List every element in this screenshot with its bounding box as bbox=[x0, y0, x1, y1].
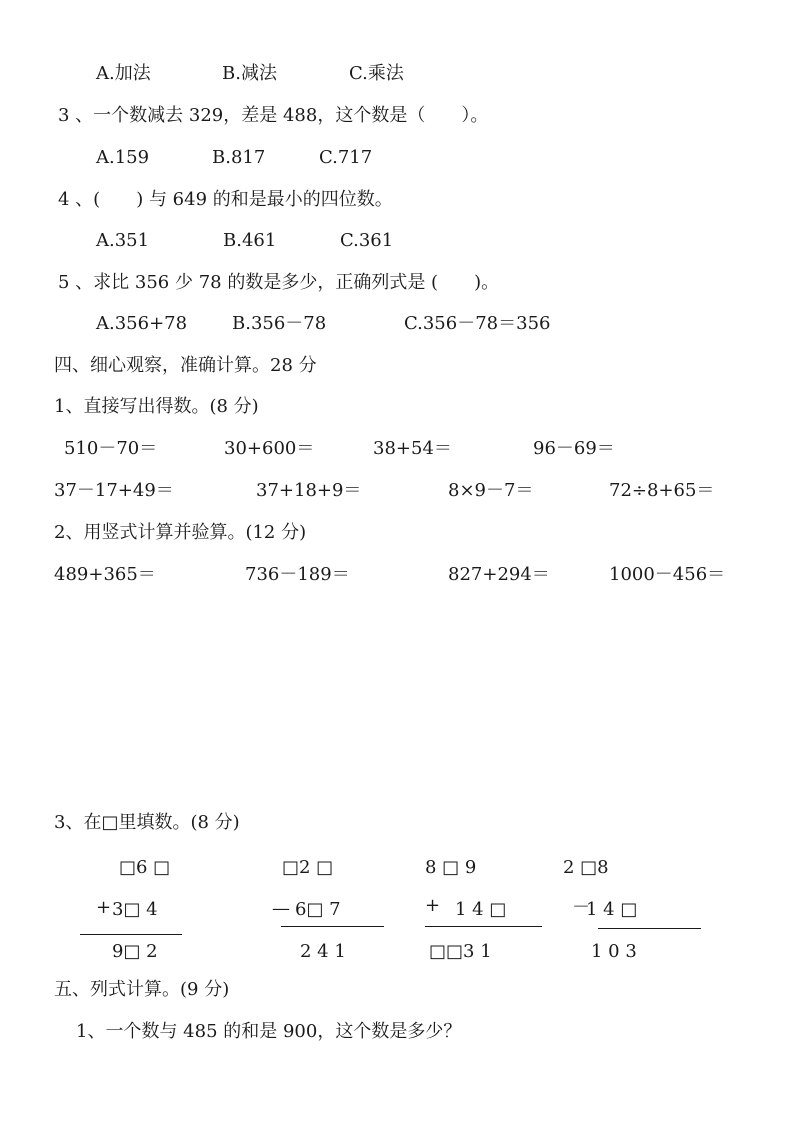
puzzle-2-second: 6□ 7 bbox=[295, 899, 341, 920]
calc-2-4: 72÷8+65＝ bbox=[609, 480, 715, 501]
calc-1-1: 510－70＝ bbox=[64, 438, 158, 459]
q4-option-b: B.461 bbox=[223, 230, 277, 251]
part2-title: 2、用竖式计算并验算。(12 分) bbox=[54, 522, 307, 543]
calc-1-3: 38+54＝ bbox=[373, 438, 452, 459]
q3-option-a: A.159 bbox=[96, 147, 150, 168]
section5-title: 五、列式计算。(9 分) bbox=[54, 979, 230, 1000]
q3-option-c: C.717 bbox=[319, 147, 373, 168]
q5-stem: 5 、求比 356 少 78 的数是多少，正确列式是 ( )。 bbox=[58, 272, 500, 293]
calc-2-3: 8×9－7＝ bbox=[448, 480, 534, 501]
puzzle-1-second: 3□ 4 bbox=[112, 899, 158, 920]
calc-2-1: 37－17+49＝ bbox=[54, 480, 174, 501]
q3-option-b: B.817 bbox=[212, 147, 266, 168]
q3-stem: 3 、一个数减去 329，差是 488，这个数是（ ）。 bbox=[58, 105, 489, 126]
puzzle-2-op: — bbox=[272, 898, 290, 919]
q5-option-b: B.356－78 bbox=[232, 313, 327, 334]
puzzle-4-op: － bbox=[572, 897, 590, 918]
puzzle-3-result: □□3 1 bbox=[429, 941, 492, 962]
vertical-calc-2: 736－189＝ bbox=[245, 564, 350, 585]
vertical-calc-1: 489+365＝ bbox=[54, 564, 156, 585]
calc-2-2: 37+18+9＝ bbox=[256, 480, 362, 501]
q4-option-c: C.361 bbox=[340, 230, 394, 251]
puzzle-3-op: + bbox=[425, 895, 441, 916]
puzzle-2-result: 2 4 1 bbox=[300, 941, 346, 962]
vertical-calc-3: 827+294＝ bbox=[448, 564, 550, 585]
puzzle-1-op: + bbox=[96, 897, 112, 918]
section4-title: 四、细心观察，准确计算。28 分 bbox=[54, 355, 317, 376]
puzzle-4-result: 1 0 3 bbox=[591, 941, 637, 962]
puzzle-1-line bbox=[80, 934, 182, 935]
part1-title: 1、直接写出得数。(8 分) bbox=[54, 396, 259, 417]
calc-1-2: 30+600＝ bbox=[224, 438, 315, 459]
calc-1-4: 96－69＝ bbox=[533, 438, 615, 459]
puzzle-3-top: 8 □ 9 bbox=[425, 857, 477, 878]
puzzle-4-top: 2 □8 bbox=[563, 857, 609, 878]
puzzle-2-top: □2 □ bbox=[282, 857, 334, 878]
q4-option-a: A.351 bbox=[96, 230, 150, 251]
q2-option-c: C.乘法 bbox=[349, 63, 404, 84]
puzzle-2-line bbox=[281, 926, 384, 927]
puzzle-4-line bbox=[598, 928, 701, 929]
puzzle-1-top: □6 □ bbox=[119, 857, 171, 878]
puzzle-4-second: 1 4 □ bbox=[586, 899, 638, 920]
q5-option-c: C.356－78＝356 bbox=[404, 313, 551, 334]
vertical-calc-4: 1000－456＝ bbox=[609, 564, 726, 585]
q4-stem: 4 、( ) 与 649 的和是最小的四位数。 bbox=[58, 189, 393, 210]
q2-option-b: B.减法 bbox=[222, 63, 277, 84]
section5-q1: 1、一个数与 485 的和是 900，这个数是多少？ bbox=[76, 1021, 462, 1042]
q2-option-a: A.加法 bbox=[96, 63, 151, 84]
puzzle-3-second: 1 4 □ bbox=[455, 899, 507, 920]
puzzle-3-line bbox=[425, 926, 542, 927]
puzzle-1-result: 9□ 2 bbox=[112, 941, 158, 962]
q5-option-a: A.356+78 bbox=[96, 313, 188, 334]
part3-title: 3、在□里填数。(8 分) bbox=[54, 812, 240, 833]
